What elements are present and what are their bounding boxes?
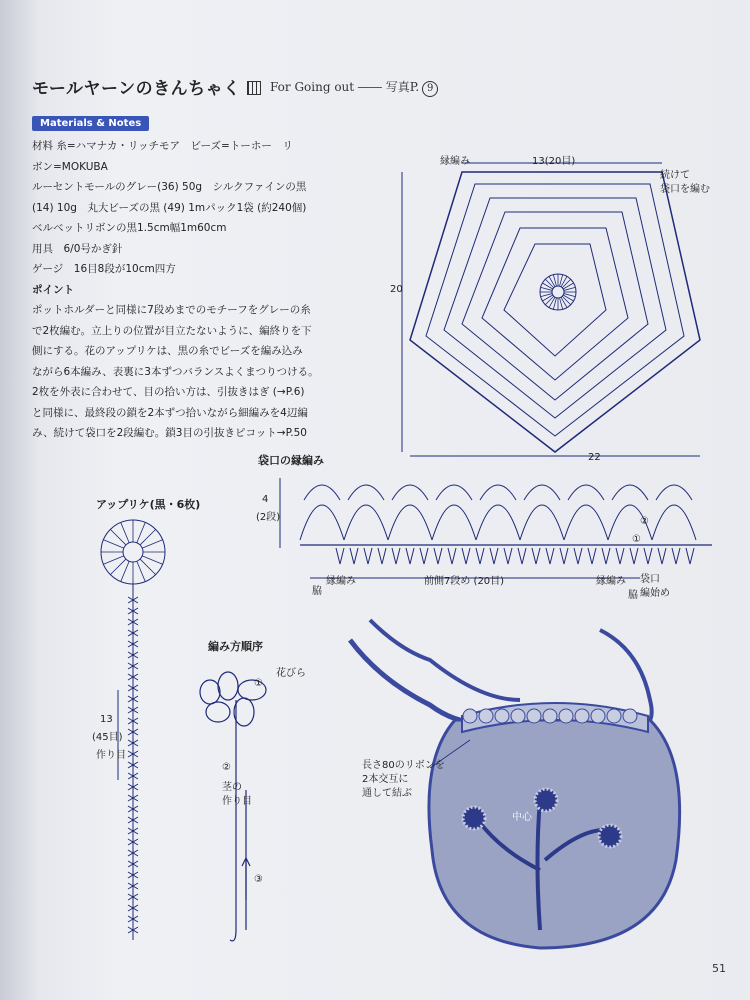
bag-center-label: 中心 [512,812,532,823]
applique-title: アップリケ(黒・6枚) [96,498,201,511]
order-stem-2: 作り目 [222,796,252,807]
notes-line: と同様に、最終段の鎖を2本ずつ拾いながら細編みを4辺編 [32,406,308,419]
notes-line: ルーセントモールのグレー(36) 50g シルクファインの黒 [32,181,307,193]
edging-chart [280,478,712,578]
page-number: 51 [712,962,726,975]
notes-line: 側にする。花のアップリケは、黒の糸でビーズを編み込み [32,345,303,357]
edging-start-label-2: 編始め [640,588,670,599]
edging-edge-left: 縁編み [326,576,356,587]
notes-line: み、続けて袋口を2段編む。鎖3目の引抜きピコット→P.50 [32,427,307,439]
notes-badge: Materials & Notes [32,116,149,131]
edging-side-left: 脇 [312,586,322,597]
title-text: モールヤーンのきんちゃく [32,79,241,99]
pentagon-width-dim: 22 [588,452,601,463]
pentagon-top-dim: 13(20目) [532,156,576,167]
edging-title: 袋口の縁編み [258,454,324,467]
notes-line: ながら6本編み、表裏に3本ずつバランスよくまつりつける。 [32,365,319,378]
photo-number: 9 [422,81,438,97]
notes-line: ポイント [32,283,74,296]
notes-line: で2枚編む。立上りの位置が目立たないように、編終りを下 [32,324,312,337]
applique-stem-2: (45目) [92,732,123,743]
notes-line: ベルベットリボンの黒1.5cm幅1m60cm [32,222,227,234]
edging-edge-right: 縁編み [596,576,626,587]
pentagon-chart [402,163,700,456]
pentagon-right-label-2: 袋口を編む [660,184,710,195]
edging-step-2: ② [640,516,649,527]
notes-line: (14) 10g 丸大ビーズの黒 (49) 1mパック1袋 (約240個) [32,201,307,214]
edging-front-label: 前側7段め (20目) [424,576,505,587]
edging-side-right: 脇 [628,590,638,601]
notes-line: ゲージ 16目8段が10cm四方 [32,263,176,275]
order-title: 編み方順序 [208,640,263,653]
pentagon-height-dim: 20 [390,284,403,295]
applique-stem-1: 13 [100,714,113,725]
order-step-1: ① [254,678,263,689]
applique-stem-3: 作り目 [96,750,126,761]
notes-line: 用具 6/0号かぎ針 [32,242,123,255]
bag-ribbon-2: 2本交互に [362,774,409,785]
notes-line: 材料 糸=ハマナカ・リッチモア ビーズ=トーホー リ [32,140,293,152]
subtitle-en: For Going out [270,80,355,94]
edging-step-1: ① [632,534,641,545]
notes-line: ポットホルダーと同様に7段めまでのモチーフをグレーの糸 [32,304,311,316]
photo-label: 写真P. [385,80,420,94]
notes-line: ボン=MOKUBA [32,160,108,173]
edging-rows-sub: (2段) [256,512,281,523]
pentagon-edge-label: 縁編み [440,156,470,167]
order-petal: 花びら [276,668,306,679]
bag-ribbon-1: 長さ80のリボンを [362,760,445,771]
pentagon-right-label-1: 続けて [660,170,690,181]
subtitle: For Going out ―― 写真P. 9 [270,78,438,97]
bag-ribbon-3: 通して結ぶ [362,788,412,799]
edging-rows-dim: 4 [262,494,269,505]
notes-line: 2枚を外表に合わせて、目の拾い方は、引抜きはぎ (→P.6) [32,386,305,398]
edging-start-label-1: 袋口 [640,574,660,585]
order-step-2: ② [222,762,231,773]
order-stem-1: 茎の [222,782,242,793]
order-step-3: ③ [254,874,263,885]
